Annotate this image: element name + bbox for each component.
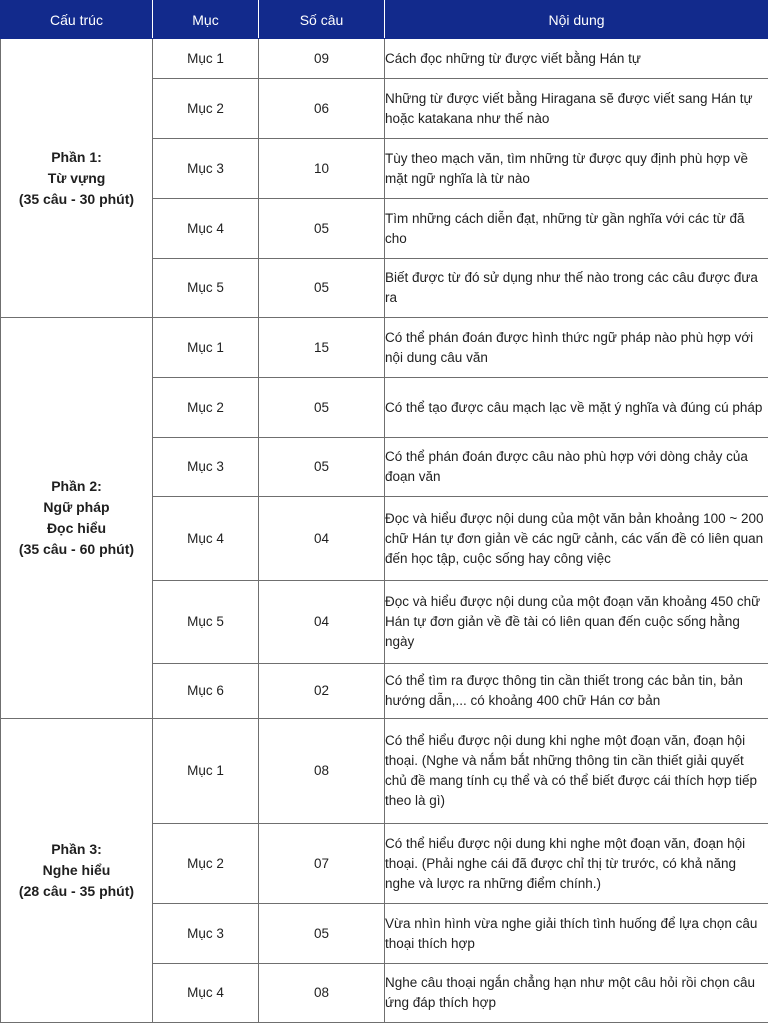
section-cell: Mục 1 [153, 318, 259, 378]
question-count-cell: 10 [259, 139, 385, 199]
question-count-cell: 02 [259, 664, 385, 719]
question-count-cell: 07 [259, 824, 385, 904]
section-cell: Mục 3 [153, 139, 259, 199]
part-summary: (35 câu - 60 phút) [18, 541, 135, 557]
section-cell: Mục 6 [153, 664, 259, 719]
question-count-cell: 15 [259, 318, 385, 378]
table-row [1, 318, 768, 378]
section-cell: Mục 2 [153, 824, 259, 904]
content-cell: Có thể hiểu được nội dung khi nghe một đoạn văn, đoạn hội thoại. (Nghe và nắm bắt những thông tin cần thiết giải quyết chủ đề mang tính cụ thể và có thể biết được cái thích hợp tiếp theo là gì) [385, 719, 768, 824]
question-count-cell: 08 [259, 964, 385, 1023]
section-cell: Mục 2 [153, 79, 259, 139]
question-count-cell: 09 [259, 39, 385, 79]
table-row [1, 719, 768, 824]
section-cell: Mục 4 [153, 964, 259, 1023]
part-name: Từ vựng [47, 169, 106, 186]
table-row [1, 39, 768, 79]
section-cell: Mục 4 [153, 199, 259, 259]
question-count-cell: 06 [259, 79, 385, 139]
question-count-cell: 08 [259, 719, 385, 824]
part-cell [1, 39, 153, 318]
table-header-row [1, 1, 768, 39]
part-summary: (35 câu - 30 phút) [18, 190, 135, 207]
content-cell: Có thể tìm ra được thông tin cần thiết trong các bản tin, bản hướng dẫn,... có khoảng 400 chữ Hán cơ bản [385, 664, 768, 719]
section-cell: Mục 2 [153, 378, 259, 438]
content-cell: Cách đọc những từ được viết bằng Hán tự [385, 39, 768, 79]
question-count-cell: 05 [259, 259, 385, 318]
table-body [1, 39, 768, 1023]
content-cell: Tùy theo mạch văn, tìm những từ được quy định phù hợp về mặt ngữ nghĩa là từ nào [385, 139, 768, 199]
section-cell: Mục 5 [153, 259, 259, 318]
part-cell [1, 719, 153, 1023]
header-content: Nội dung [385, 1, 768, 39]
part-name: Nghe hiểu [42, 862, 111, 878]
content-cell: Biết được từ đó sử dụng như thế nào trong các câu được đưa ra [385, 259, 768, 318]
section-cell: Mục 1 [153, 719, 259, 824]
part-cell [1, 318, 153, 719]
content-cell: Vừa nhìn hình vừa nghe giải thích tình huống để lựa chọn câu thoại thích hợp [385, 904, 768, 964]
content-cell: Tìm những cách diễn đạt, những từ gần nghĩa với các từ đã cho [385, 199, 768, 259]
content-cell: Có thể hiểu được nội dung khi nghe một đoạn văn, đoạn hội thoại. (Phải nghe cái đã được chỉ thị từ trước, có khả năng nghe và lược ra những điểm chính.) [385, 824, 768, 904]
part-summary: (28 câu - 35 phút) [18, 883, 135, 899]
question-count-cell: 05 [259, 378, 385, 438]
content-cell: Đọc và hiểu được nội dung của một văn bản khoảng 100 ~ 200 chữ Hán tự đơn giản về các ngữ cảnh, các vấn đề có liên quan đến học tập, cuộc sống hay công việc [385, 497, 768, 581]
header-section: Mục [153, 1, 259, 39]
content-cell: Nghe câu thoại ngắn chẳng hạn như một câu hỏi rồi chọn câu ứng đáp thích hợp [385, 964, 768, 1023]
section-cell: Mục 4 [153, 497, 259, 581]
section-cell: Mục 1 [153, 39, 259, 79]
section-cell: Mục 3 [153, 438, 259, 497]
content-cell: Những từ được viết bằng Hiragana sẽ được viết sang Hán tự hoặc katakana như thế nào [385, 79, 768, 139]
part-title: Phần 3: [51, 841, 102, 857]
header-structure: Cấu trúc [1, 1, 153, 39]
question-count-cell: 05 [259, 904, 385, 964]
section-cell: Mục 3 [153, 904, 259, 964]
question-count-cell: 05 [259, 199, 385, 259]
content-cell: Có thể phán đoán được hình thức ngữ pháp nào phù hợp với nội dung câu văn [385, 318, 768, 378]
question-count-cell: 04 [259, 497, 385, 581]
part-title: Phần 2: [51, 478, 102, 494]
part-title: Phần 1: [51, 148, 102, 165]
content-cell: Đọc và hiểu được nội dung của một đoạn văn khoảng 450 chữ Hán tự đơn giản về đề tài có liên quan đến cuộc sống hằng ngày [385, 581, 768, 664]
content-cell: Có thể phán đoán được câu nào phù hợp với dòng chảy của đoạn văn [385, 438, 768, 497]
content-cell: Có thể tạo được câu mạch lạc về mặt ý nghĩa và đúng cú pháp [385, 378, 768, 438]
part-name: Đọc hiểu [46, 520, 107, 536]
question-count-cell: 05 [259, 438, 385, 497]
section-cell: Mục 5 [153, 581, 259, 664]
header-question-count: Số câu [259, 1, 385, 39]
part-name: Ngữ pháp [43, 499, 110, 515]
question-count-cell: 04 [259, 581, 385, 664]
